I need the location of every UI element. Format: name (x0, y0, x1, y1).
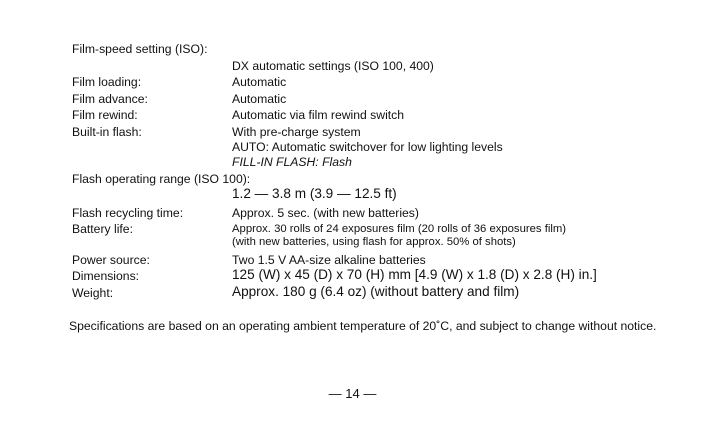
film-loading-label: Film loading: (72, 75, 142, 89)
power-source-value: Two 1.5 V AA-size alkaline batteries (232, 253, 426, 267)
dimensions-value: 125 (W) x 45 (D) x 70 (H) mm [4.9 (W) x 1.8 (D) x 2.8 (H) in.] (232, 267, 597, 282)
page-number: — 14 — (328, 386, 377, 401)
flash-recycling-value: Approx. 5 sec. (with new batteries) (232, 206, 419, 220)
battery-life-value-2: (with new batteries, using flash for approx. 50% of shots) (232, 236, 516, 248)
weight-label: Weight: (72, 286, 114, 300)
battery-life-value-1: Approx. 30 rolls of 24 exposures film (20 rolls of 36 exposures film) (232, 223, 567, 235)
film-advance-value: Automatic (232, 92, 287, 106)
builtin-flash-value-1: With pre-charge system (232, 125, 361, 139)
film-advance-label: Film advance: (72, 92, 148, 106)
film-rewind-label: Film rewind: (72, 108, 138, 122)
builtin-flash-value-3: FILL-IN FLASH: Flash (232, 155, 352, 169)
weight-value: Approx. 180 g (6.4 oz) (without battery and film) (232, 284, 520, 299)
builtin-flash-value-2: AUTO: Automatic switchover for low lighting levels (232, 140, 503, 154)
flash-range-label: Flash operating range (ISO 100): (72, 172, 251, 186)
dimensions-label: Dimensions: (72, 269, 140, 283)
film-loading-value: Automatic (232, 75, 287, 89)
film-speed-value: DX automatic settings (ISO 100, 400) (232, 59, 434, 73)
builtin-flash-label: Built-in flash: (72, 125, 142, 139)
flash-recycling-label: Flash recycling time: (72, 206, 184, 220)
flash-range-value: 1.2 — 3.8 m (3.9 — 12.5 ft) (232, 186, 397, 201)
specifications-note: Specifications are based on an operating ambient temperature of 20˚C, and subject to change without notice. (69, 319, 657, 333)
power-source-label: Power source: (72, 253, 150, 267)
film-speed-label: Film-speed setting (ISO): (72, 42, 208, 56)
film-rewind-value: Automatic via film rewind switch (232, 108, 405, 122)
battery-life-label: Battery life: (72, 222, 133, 236)
